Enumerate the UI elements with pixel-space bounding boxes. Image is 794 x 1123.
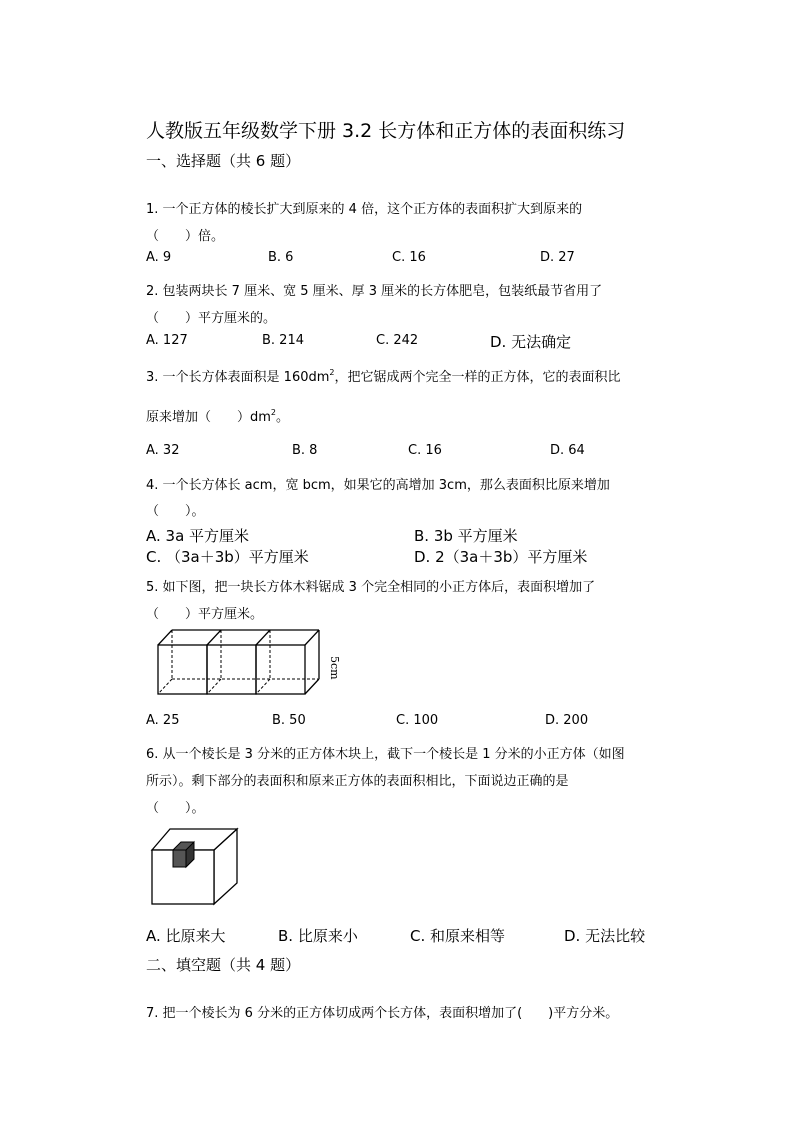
question-1-line-2: （ ）倍。 — [146, 229, 225, 244]
question-2-option-b: B. 214 — [262, 333, 304, 348]
question-4-option-d: D. 2（3a＋3b）平方厘米 — [414, 548, 588, 566]
question-6-line-3: （ ）。 — [146, 801, 205, 816]
question-4-line-2: （ ）。 — [146, 504, 205, 519]
section-heading-choice: 一、选择题（共 6 题） — [146, 152, 301, 170]
question-2-option-a: A. 127 — [146, 333, 188, 348]
question-5-line-1: 5. 如下图，把一块长方体木料锯成 3 个完全相同的小正方体后，表面积增加了 — [146, 580, 596, 595]
question-6-option-d: D. 无法比较 — [564, 927, 646, 945]
question-3-option-d: D. 64 — [550, 443, 585, 458]
page-title: 人教版五年级数学下册 3.2 长方体和正方体的表面积练习 — [146, 120, 626, 142]
question-4-option-c: C. （3a＋3b）平方厘米 — [146, 548, 309, 566]
question-3-line-1: 3. 一个长方体表面积是 $160dm^2$，把它锯成两个完全一样的正方体，它的表面积比 — [146, 368, 621, 385]
question-2-option-d: D. 无法确定 — [490, 333, 572, 351]
question-2-option-c: C. 242 — [376, 333, 419, 348]
question-4-option-b: B. 3b 平方厘米 — [414, 527, 518, 545]
question-5-figure — [150, 624, 340, 700]
question-2-line-1: 2. 包装两块长 7 厘米、宽 5 厘米、厚 3 厘米的长方体肥皂，包装纸最节省用了 — [146, 284, 603, 299]
question-2-line-2: （ ）平方厘米的。 — [146, 311, 277, 326]
question-6-line-2: 所示）。剩下部分的表面积和原来正方体的表面积相比，下面说边正确的是 — [146, 774, 569, 789]
question-6-option-c: C. 和原来相等 — [410, 927, 506, 945]
question-5-option-b: B. 50 — [272, 713, 306, 728]
question-5-option-a: A. 25 — [146, 713, 180, 728]
question-5-line-2: （ ）平方厘米。 — [146, 607, 264, 622]
question-1-line-1: 1. 一个正方体的棱长扩大到原来的 4 倍，这个正方体的表面积扩大到原来的 — [146, 202, 583, 217]
question-5-option-d: D. 200 — [545, 713, 589, 728]
question-1-option-a: A. 9 — [146, 250, 172, 265]
question-5-figure-label: 5cm — [328, 656, 341, 680]
question-1-option-c: C. 16 — [392, 250, 426, 265]
question-6-line-1: 6. 从一个棱长是 3 分米的正方体木块上，截下一个棱长是 1 分米的小正方体（如图 — [146, 747, 625, 762]
question-6-option-b: B. 比原来小 — [278, 927, 358, 945]
question-1-option-d: D. 27 — [540, 250, 575, 265]
question-6-option-a: A. 比原来大 — [146, 927, 226, 945]
question-4-option-a: A. 3a 平方厘米 — [146, 527, 250, 545]
question-6-figure — [150, 826, 242, 908]
question-3-option-b: B. 8 — [292, 443, 318, 458]
question-1-option-b: B. 6 — [268, 250, 294, 265]
question-4-line-1: 4. 一个长方体长 acm，宽 bcm，如果它的高增加 3cm，那么表面积比原来增加 — [146, 478, 610, 493]
question-3-line-2: 原来增加（ ）$dm^2$。 — [146, 408, 290, 425]
question-7-line-1: 7. 把一个棱长为 6 分米的正方体切成两个长方体，表面积增加了( )平方分米。 — [146, 1006, 619, 1021]
question-3-option-c: C. 16 — [408, 443, 442, 458]
question-3-option-a: A. 32 — [146, 443, 180, 458]
section-heading-fill: 二、填空题（共 4 题） — [146, 956, 301, 974]
question-5-option-c: C. 100 — [396, 713, 439, 728]
